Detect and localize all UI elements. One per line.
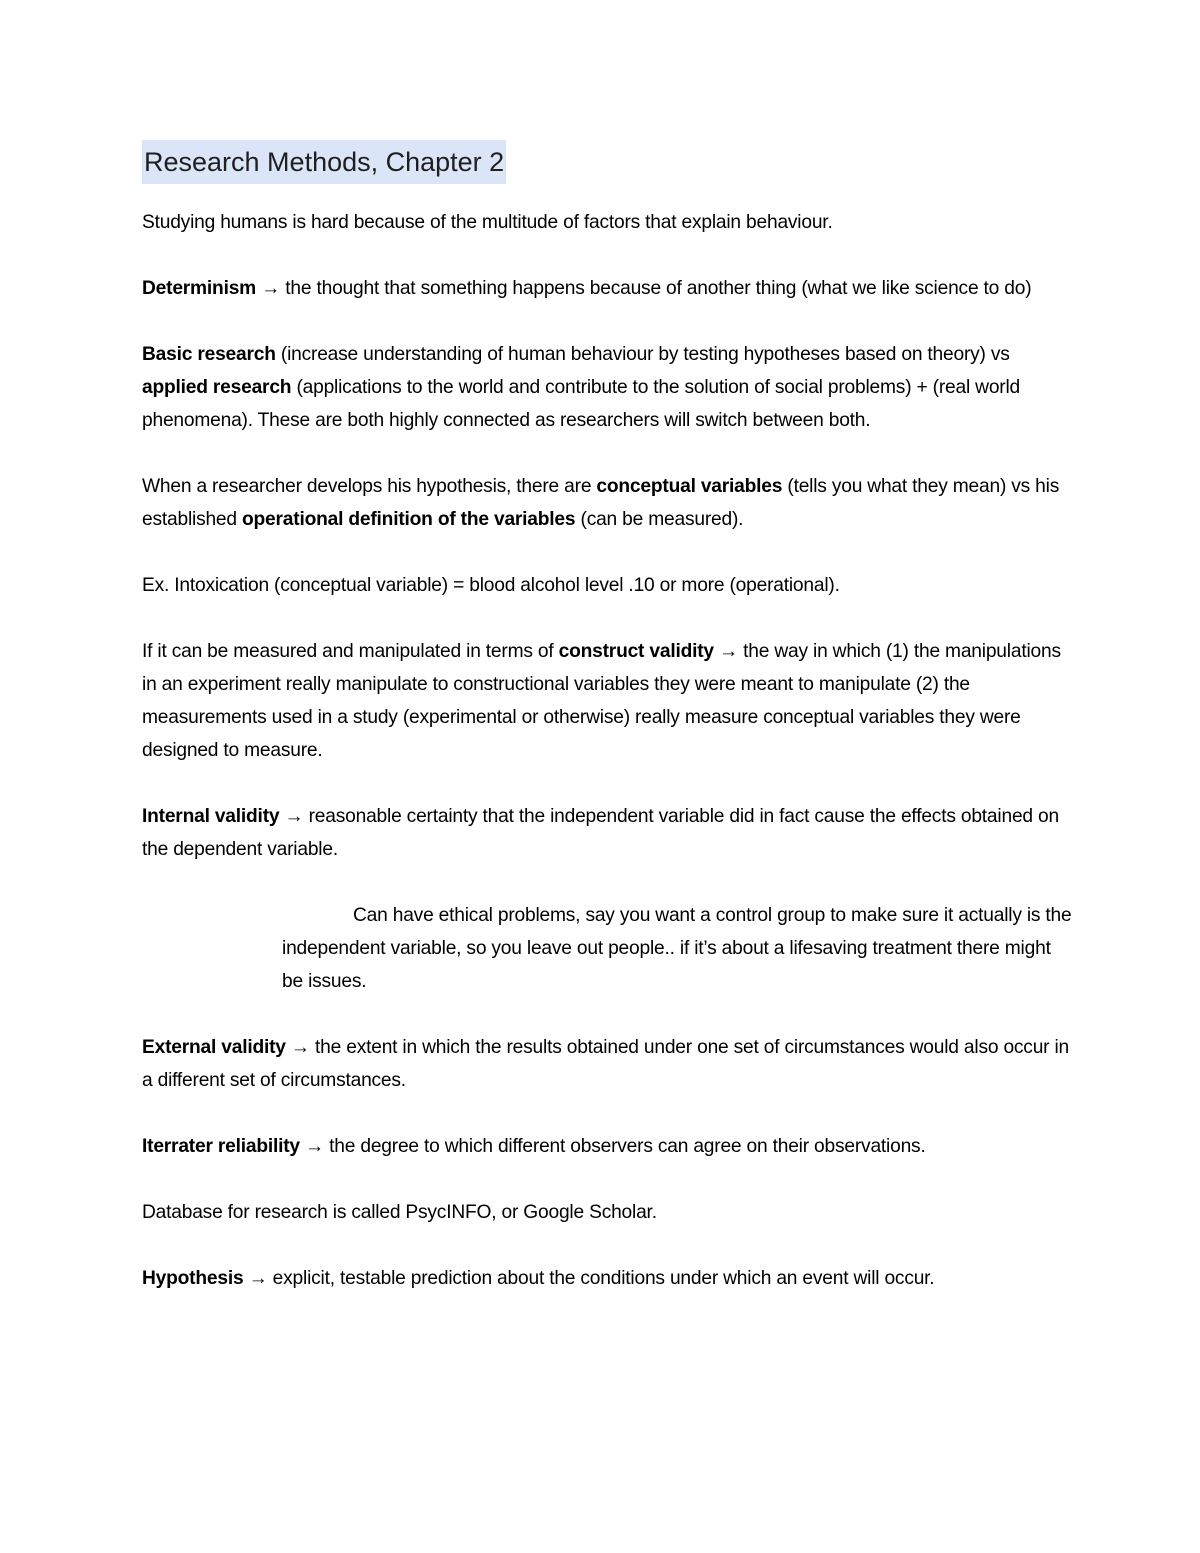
paragraph-text: → the way in which (1) the manipulations in an experiment really manipulate to constructional variables they were meant to manipulate (2) the measurements used in a study (experimental or otherwise) really measure conceptual variables they were designed to measure. bbox=[142, 641, 1061, 761]
definition-text: → the thought that something happens because of another thing (what we like science to do) bbox=[256, 278, 1032, 299]
term-external-validity: External validity bbox=[142, 1037, 286, 1058]
definition-text: → reasonable certainty that the independent variable did in fact cause the effects obtained on the dependent variable. bbox=[142, 806, 1059, 860]
paragraph-text: (applications to the world and contribute to the solution of social problems) + (real world phenomena). These are both highly connected as researchers will switch between both. bbox=[142, 377, 1021, 431]
term-hypothesis: Hypothesis bbox=[142, 1268, 244, 1289]
paragraph-research-types bbox=[142, 338, 1072, 437]
paragraph-interrater-reliability bbox=[142, 1130, 1072, 1163]
paragraph-text: (can be measured). bbox=[575, 509, 744, 530]
term-construct-validity: construct validity bbox=[558, 641, 714, 662]
paragraph-database: Database for research is called PsycINFO, or Google Scholar. bbox=[142, 1202, 657, 1223]
term-determinism: Determinism bbox=[142, 278, 257, 299]
paragraph-text: (increase understanding of human behaviour by testing hypotheses based on theory) vs bbox=[275, 344, 1010, 365]
paragraph-example: Ex. Intoxication (conceptual variable) = blood alcohol level .10 or more (operational). bbox=[142, 575, 840, 596]
paragraph-determinism bbox=[142, 272, 1072, 305]
paragraph-ethics-note: Can have ethical problems, say you want a control group to make sure it actually is the independent variable, so you leave out people.. if it’s about a lifesaving treatment there might be issues. bbox=[282, 905, 1072, 992]
definition-text: → explicit, testable prediction about the conditions under which an event will occur. bbox=[243, 1268, 935, 1289]
paragraph-text: If it can be measured and manipulated in terms of bbox=[142, 641, 559, 662]
paragraph-construct-validity bbox=[142, 635, 1072, 767]
term-conceptual-variables: conceptual variables bbox=[596, 476, 783, 497]
definition-text: → the extent in which the results obtained under one set of circumstances would also occur in a different set of circumstances. bbox=[142, 1037, 1070, 1091]
paragraph-internal-validity bbox=[142, 800, 1072, 866]
document-title: Research Methods, Chapter 2 bbox=[142, 140, 506, 184]
term-basic-research: Basic research bbox=[142, 344, 276, 365]
paragraph-text: (tells you what they mean) vs his established bbox=[142, 476, 1060, 530]
paragraph-text: When a researcher develops his hypothesis, there are bbox=[142, 476, 597, 497]
term-operational-definition: operational definition of the variables bbox=[242, 509, 576, 530]
term-interrater-reliability: Iterrater reliability bbox=[142, 1136, 300, 1157]
term-applied-research: applied research bbox=[142, 377, 292, 398]
document-page bbox=[142, 140, 1072, 1328]
paragraph-intro: Studying humans is hard because of the multitude of factors that explain behaviour. bbox=[142, 212, 833, 233]
term-internal-validity: Internal validity bbox=[142, 806, 280, 827]
paragraph-hypothesis bbox=[142, 1262, 1072, 1295]
paragraph-external-validity bbox=[142, 1031, 1072, 1097]
paragraph-variables bbox=[142, 470, 1072, 536]
definition-text: → the degree to which different observers can agree on their observations. bbox=[299, 1136, 926, 1157]
